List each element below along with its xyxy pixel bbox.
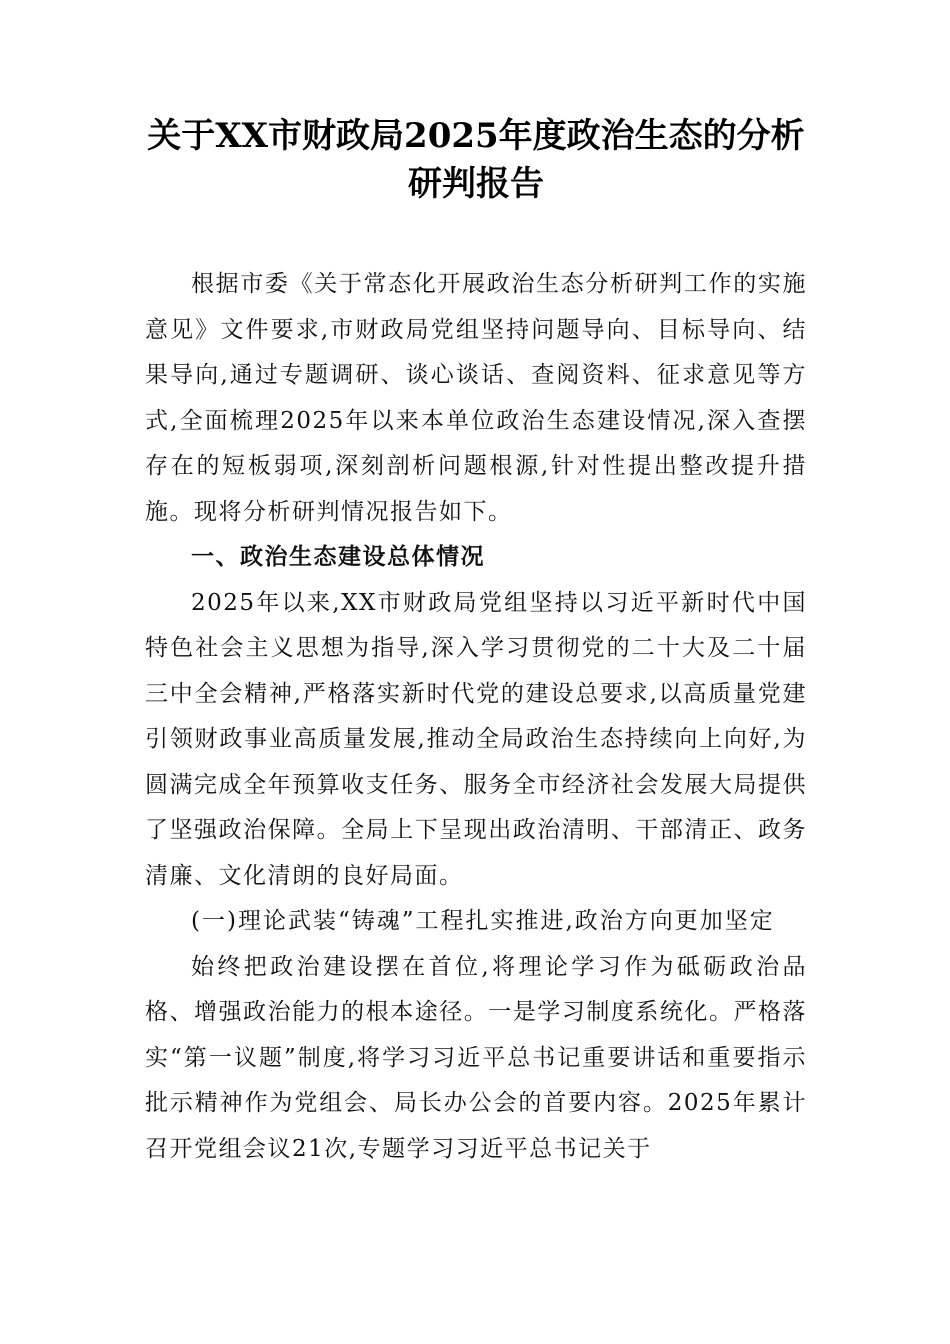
- theory-armament-paragraph: 始终把政治建设摆在首位,将理论学习作为砥砺政治品格、增强政治能力的根本途径。一是学习制度系统化。严格落实“第一议题”制度,将学习习近平总书记重要讲话和重要指示批示精神作为党组会、局长办公会的首要内容。2025年累计召开党组会议21次,专题学习习近平总书记关于: [145, 953, 807, 1162]
- intro-paragraph: 根据市委《关于常态化开展政治生态分析研判工作的实施意见》文件要求,市财政局党组坚持问题导向、目标导向、结果导向,通过专题调研、谈心谈话、查阅资料、征求意见等方式,全面梳理2025年以来本单位政治生态建设情况,深入查摆存在的短板弱项,深刻剖析问题根源,针对性提出整改提升措施。现将分析研判情况报告如下。: [145, 271, 807, 525]
- subsection-heading-theory-armament: (一)理论武装“铸魂”工程扎实推进,政治方向更加坚定: [191, 908, 775, 934]
- document-page: [145, 112, 807, 1172]
- document-title: 关于XX市财政局2025年度政治生态的分析研判报告: [147, 116, 805, 204]
- section-heading-overall-situation: 一、政治生态建设总体情况: [191, 544, 485, 570]
- overall-situation-paragraph: 2025年以来,XX市财政局党组坚持以习近平新时代中国特色社会主义思想为指导,深入学习贯彻党的二十大及二十届三中全会精神,严格落实新时代党的建设总要求,以高质量党建引领财政事业高质量发展,推动全局政治生态持续向上向好,为圆满完成全年预算收支任务、服务全市经济社会发展大局提供了坚强政治保障。全局上下呈现出政治清明、干部清正、政务清廉、文化清朗的良好局面。: [145, 589, 807, 889]
